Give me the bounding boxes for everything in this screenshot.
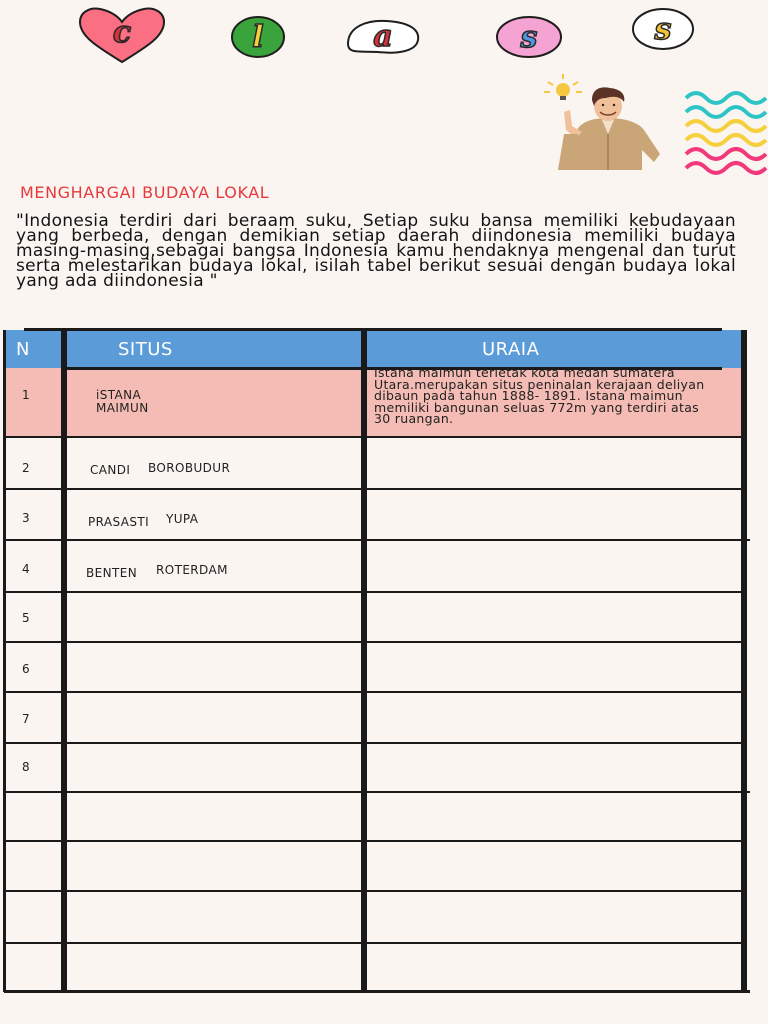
row-number: 3: [22, 511, 30, 525]
situs-cell: ROTERDAM: [156, 563, 228, 577]
intro-paragraph: "Indonesia terdiri dari beraam suku, Setiap suku bansa memiliki kebudayaan yang berbeda, dengan demikian setiap daerah diindonesia memiliki budaya masing-masing,sebagai bangsa Indonesia kamu hendaknya mengenal dan turut serta melestarikan budaya lokal, isilah tabel berikut sesuai dengan budaya lokal yang ada diindonesia ": [16, 211, 736, 291]
uraian-cell: Istana maimun terletak kota medan sumatera Utara.merupakan situs peninalan kerajaan deliyan dibaun pada tahun 1888- 1891. Istana maimun memiliki bangunan seluas 772m yang terdiri atas 30 ruangan.: [374, 367, 705, 427]
situs-cell: BOROBUDUR: [148, 461, 231, 475]
column-divider-no: [61, 328, 67, 992]
row-divider: [4, 791, 750, 793]
row-number: 1: [22, 388, 30, 402]
teacher-illustration: [536, 72, 668, 172]
row-number: 7: [22, 712, 30, 726]
row-number: 8: [22, 760, 30, 774]
row-number: 6: [22, 662, 30, 676]
row-divider: [4, 890, 744, 892]
column-divider-situs: [361, 330, 367, 992]
letter-s-white-badge: [630, 6, 696, 52]
letter-a: a: [373, 18, 393, 54]
letter-l: l: [252, 19, 264, 55]
letter-c: c: [112, 14, 132, 50]
row-divider: [4, 691, 744, 693]
letter-l-badge: [230, 15, 286, 59]
row-divider: [4, 591, 744, 593]
letter-s-pink-badge: [494, 14, 564, 60]
letter-c-heart: [76, 6, 168, 64]
situs-cell: BENTEN: [86, 566, 138, 580]
situs-cell: CANDI: [90, 463, 131, 477]
table-bottom-border: [4, 990, 750, 993]
row-divider: [4, 641, 744, 643]
row-number: 2: [22, 461, 30, 475]
table-header-bg: [4, 330, 744, 368]
row-number: 4: [22, 562, 30, 576]
header-situs: SITUS: [118, 339, 173, 360]
situs-cell: MAIMUN: [96, 401, 149, 415]
decorative-waves: [684, 86, 768, 176]
header-no: N: [16, 339, 30, 360]
row-divider: [4, 488, 744, 490]
table-left-border: [3, 330, 6, 992]
lightbulb-icon: [544, 74, 582, 100]
row-divider: [4, 742, 744, 744]
row-divider: [4, 942, 744, 944]
situs-cell: iSTANA: [96, 388, 142, 402]
header-uraian: URAIA: [482, 339, 540, 360]
row-number: 5: [22, 611, 30, 625]
situs-cell: PRASASTI: [88, 515, 150, 529]
row-divider: [4, 840, 744, 842]
row-divider: [4, 539, 750, 541]
letter-s: s: [520, 19, 538, 55]
table-right-border: [741, 330, 747, 992]
page-title: MENGHARGAI BUDAYA LOKAL: [20, 183, 270, 202]
letter-s-2: s: [654, 11, 672, 47]
table-top-border: [24, 328, 722, 331]
letter-a-badge: [342, 14, 424, 58]
situs-cell: YUPA: [166, 512, 199, 526]
